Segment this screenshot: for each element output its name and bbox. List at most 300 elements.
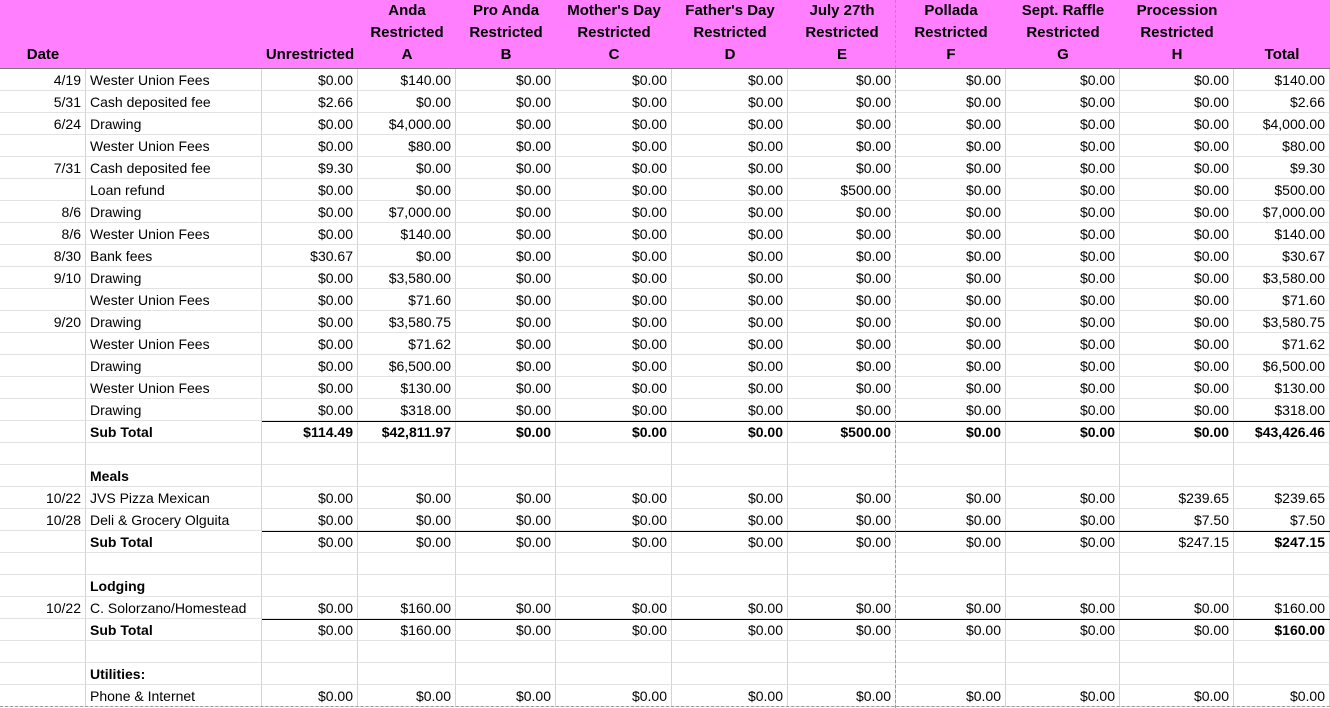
- amount-cell[interactable]: $0.00: [1120, 201, 1234, 223]
- amount-cell[interactable]: $0.00: [1006, 597, 1120, 619]
- amount-cell[interactable]: $0.00: [1006, 135, 1120, 157]
- date-cell[interactable]: [0, 421, 86, 443]
- amount-cell[interactable]: $0.00: [456, 223, 556, 245]
- amount-cell[interactable]: $160.00: [358, 619, 456, 641]
- amount-cell[interactable]: $0.00: [896, 201, 1006, 223]
- amount-cell[interactable]: $71.62: [358, 333, 456, 355]
- amount-cell[interactable]: $0.00: [788, 333, 896, 355]
- col-header-e[interactable]: [788, 2, 896, 66]
- amount-cell[interactable]: $0.00: [788, 289, 896, 311]
- amount-cell[interactable]: $0.00: [1006, 223, 1120, 245]
- amount-cell[interactable]: [672, 443, 788, 465]
- amount-cell[interactable]: $0.00: [456, 245, 556, 267]
- amount-cell[interactable]: $0.00: [788, 685, 896, 707]
- amount-cell[interactable]: $3,580.75: [358, 311, 456, 333]
- amount-cell[interactable]: $0.00: [556, 597, 672, 619]
- amount-cell[interactable]: $0.00: [456, 597, 556, 619]
- amount-cell[interactable]: $0.00: [262, 223, 358, 245]
- amount-cell[interactable]: $0.00: [456, 179, 556, 201]
- amount-cell[interactable]: $0.00: [262, 619, 358, 641]
- amount-cell[interactable]: [456, 465, 556, 487]
- amount-cell[interactable]: $0.00: [456, 157, 556, 179]
- amount-cell[interactable]: $500.00: [788, 421, 896, 443]
- amount-cell[interactable]: $0.00: [1120, 157, 1234, 179]
- amount-cell[interactable]: $0.00: [788, 619, 896, 641]
- amount-cell[interactable]: $0.00: [896, 135, 1006, 157]
- amount-cell[interactable]: $0.00: [556, 377, 672, 399]
- amount-cell[interactable]: $0.00: [1120, 223, 1234, 245]
- description-cell[interactable]: Wester Union Fees: [86, 69, 262, 91]
- amount-cell[interactable]: $0.00: [788, 531, 896, 553]
- date-cell[interactable]: [0, 333, 86, 355]
- amount-cell[interactable]: $0.00: [672, 377, 788, 399]
- amount-cell[interactable]: $130.00: [1234, 377, 1330, 399]
- amount-cell[interactable]: $0.00: [672, 223, 788, 245]
- date-cell[interactable]: [0, 179, 86, 201]
- amount-cell[interactable]: $0.00: [556, 157, 672, 179]
- amount-cell[interactable]: $160.00: [1234, 597, 1330, 619]
- amount-cell[interactable]: $0.00: [456, 355, 556, 377]
- amount-cell[interactable]: $0.00: [672, 289, 788, 311]
- amount-cell[interactable]: $0.00: [262, 377, 358, 399]
- amount-cell[interactable]: $42,811.97: [358, 421, 456, 443]
- amount-cell[interactable]: $0.00: [1006, 333, 1120, 355]
- amount-cell[interactable]: $30.67: [1234, 245, 1330, 267]
- amount-cell[interactable]: [556, 575, 672, 597]
- amount-cell[interactable]: $0.00: [672, 157, 788, 179]
- amount-cell[interactable]: $0.00: [788, 245, 896, 267]
- amount-cell[interactable]: $0.00: [1120, 113, 1234, 135]
- amount-cell[interactable]: [358, 443, 456, 465]
- amount-cell[interactable]: $0.00: [896, 267, 1006, 289]
- amount-cell[interactable]: $0.00: [1120, 619, 1234, 641]
- col-header-h[interactable]: [1120, 2, 1234, 66]
- amount-cell[interactable]: [1006, 663, 1120, 685]
- amount-cell[interactable]: $0.00: [1120, 597, 1234, 619]
- date-cell[interactable]: 6/24: [0, 113, 86, 135]
- date-cell[interactable]: [0, 575, 86, 597]
- amount-cell[interactable]: $0.00: [672, 135, 788, 157]
- date-cell[interactable]: [0, 377, 86, 399]
- amount-cell[interactable]: $0.00: [1234, 685, 1330, 707]
- col-header-b[interactable]: [456, 2, 556, 66]
- amount-cell[interactable]: $247.15: [1234, 531, 1330, 553]
- amount-cell[interactable]: [262, 641, 358, 663]
- amount-cell[interactable]: $0.00: [556, 245, 672, 267]
- amount-cell[interactable]: [788, 663, 896, 685]
- amount-cell[interactable]: $3,580.00: [1234, 267, 1330, 289]
- amount-cell[interactable]: $0.00: [1120, 135, 1234, 157]
- amount-cell[interactable]: [1006, 641, 1120, 663]
- description-cell[interactable]: [86, 443, 262, 465]
- amount-cell[interactable]: $0.00: [1120, 421, 1234, 443]
- amount-cell[interactable]: [1120, 663, 1234, 685]
- amount-cell[interactable]: $0.00: [788, 377, 896, 399]
- date-cell[interactable]: [0, 355, 86, 377]
- amount-cell[interactable]: [556, 663, 672, 685]
- amount-cell[interactable]: [1120, 641, 1234, 663]
- amount-cell[interactable]: $0.00: [896, 531, 1006, 553]
- amount-cell[interactable]: [456, 443, 556, 465]
- amount-cell[interactable]: $0.00: [672, 69, 788, 91]
- amount-cell[interactable]: [358, 465, 456, 487]
- amount-cell[interactable]: $0.00: [1120, 267, 1234, 289]
- amount-cell[interactable]: $114.49: [262, 421, 358, 443]
- date-cell[interactable]: [0, 443, 86, 465]
- amount-cell[interactable]: $0.00: [358, 685, 456, 707]
- amount-cell[interactable]: $0.00: [456, 201, 556, 223]
- amount-cell[interactable]: $71.60: [1234, 289, 1330, 311]
- description-cell[interactable]: Sub Total: [86, 619, 262, 641]
- amount-cell[interactable]: $0.00: [1006, 311, 1120, 333]
- amount-cell[interactable]: $160.00: [358, 597, 456, 619]
- amount-cell[interactable]: $0.00: [896, 179, 1006, 201]
- amount-cell[interactable]: $0.00: [672, 685, 788, 707]
- amount-cell[interactable]: $0.00: [1120, 399, 1234, 421]
- amount-cell[interactable]: $0.00: [788, 113, 896, 135]
- amount-cell[interactable]: $130.00: [358, 377, 456, 399]
- amount-cell[interactable]: $0.00: [1120, 685, 1234, 707]
- date-cell[interactable]: 9/20: [0, 311, 86, 333]
- amount-cell[interactable]: $0.00: [358, 245, 456, 267]
- amount-cell[interactable]: [672, 553, 788, 575]
- amount-cell[interactable]: $9.30: [262, 157, 358, 179]
- amount-cell[interactable]: $0.00: [1006, 355, 1120, 377]
- amount-cell[interactable]: $0.00: [262, 531, 358, 553]
- amount-cell[interactable]: $0.00: [1006, 531, 1120, 553]
- amount-cell[interactable]: [1120, 575, 1234, 597]
- amount-cell[interactable]: $0.00: [556, 487, 672, 509]
- amount-cell[interactable]: $0.00: [358, 531, 456, 553]
- amount-cell[interactable]: $80.00: [1234, 135, 1330, 157]
- amount-cell[interactable]: $0.00: [672, 91, 788, 113]
- amount-cell[interactable]: $0.00: [896, 289, 1006, 311]
- description-cell[interactable]: Wester Union Fees: [86, 377, 262, 399]
- amount-cell[interactable]: $0.00: [456, 619, 556, 641]
- amount-cell[interactable]: $500.00: [788, 179, 896, 201]
- col-header-date[interactable]: [0, 2, 86, 66]
- amount-cell[interactable]: $500.00: [1234, 179, 1330, 201]
- amount-cell[interactable]: $0.00: [262, 399, 358, 421]
- amount-cell[interactable]: $0.00: [456, 333, 556, 355]
- amount-cell[interactable]: $140.00: [1234, 69, 1330, 91]
- description-cell[interactable]: Sub Total: [86, 421, 262, 443]
- amount-cell[interactable]: $4,000.00: [1234, 113, 1330, 135]
- amount-cell[interactable]: $0.00: [262, 201, 358, 223]
- amount-cell[interactable]: $0.00: [1006, 487, 1120, 509]
- col-header-desc[interactable]: [86, 2, 262, 66]
- amount-cell[interactable]: $0.00: [456, 377, 556, 399]
- amount-cell[interactable]: $0.00: [896, 91, 1006, 113]
- amount-cell[interactable]: $0.00: [672, 597, 788, 619]
- amount-cell[interactable]: $247.15: [1120, 531, 1234, 553]
- amount-cell[interactable]: $0.00: [1006, 267, 1120, 289]
- amount-cell[interactable]: $43,426.46: [1234, 421, 1330, 443]
- amount-cell[interactable]: $0.00: [896, 245, 1006, 267]
- amount-cell[interactable]: $0.00: [1120, 245, 1234, 267]
- amount-cell[interactable]: $0.00: [896, 597, 1006, 619]
- amount-cell[interactable]: $6,500.00: [358, 355, 456, 377]
- amount-cell[interactable]: $0.00: [1006, 399, 1120, 421]
- amount-cell[interactable]: $0.00: [262, 685, 358, 707]
- description-cell[interactable]: C. Solorzano/Homestead: [86, 597, 262, 619]
- amount-cell[interactable]: $0.00: [788, 355, 896, 377]
- amount-cell[interactable]: $0.00: [556, 289, 672, 311]
- amount-cell[interactable]: $0.00: [788, 399, 896, 421]
- amount-cell[interactable]: [262, 553, 358, 575]
- date-cell[interactable]: [0, 685, 86, 707]
- amount-cell[interactable]: $0.00: [896, 355, 1006, 377]
- amount-cell[interactable]: $0.00: [672, 619, 788, 641]
- amount-cell[interactable]: $0.00: [672, 531, 788, 553]
- amount-cell[interactable]: $0.00: [672, 267, 788, 289]
- amount-cell[interactable]: $0.00: [672, 201, 788, 223]
- amount-cell[interactable]: $0.00: [358, 179, 456, 201]
- amount-cell[interactable]: $0.00: [262, 179, 358, 201]
- amount-cell[interactable]: [556, 641, 672, 663]
- date-cell[interactable]: 8/30: [0, 245, 86, 267]
- amount-cell[interactable]: $0.00: [1120, 69, 1234, 91]
- amount-cell[interactable]: $71.62: [1234, 333, 1330, 355]
- col-header-f[interactable]: [896, 2, 1006, 66]
- date-cell[interactable]: 10/28: [0, 509, 86, 531]
- amount-cell[interactable]: $7.50: [1234, 509, 1330, 531]
- date-cell[interactable]: [0, 531, 86, 553]
- amount-cell[interactable]: $0.00: [1120, 91, 1234, 113]
- amount-cell[interactable]: $0.00: [358, 91, 456, 113]
- amount-cell[interactable]: $0.00: [896, 487, 1006, 509]
- amount-cell[interactable]: $0.00: [456, 69, 556, 91]
- amount-cell[interactable]: $0.00: [788, 487, 896, 509]
- date-cell[interactable]: 10/22: [0, 487, 86, 509]
- amount-cell[interactable]: $0.00: [1120, 179, 1234, 201]
- amount-cell[interactable]: [896, 663, 1006, 685]
- description-cell[interactable]: Loan refund: [86, 179, 262, 201]
- amount-cell[interactable]: $0.00: [456, 91, 556, 113]
- amount-cell[interactable]: [672, 663, 788, 685]
- amount-cell[interactable]: $0.00: [672, 509, 788, 531]
- amount-cell[interactable]: $0.00: [262, 267, 358, 289]
- amount-cell[interactable]: $0.00: [456, 113, 556, 135]
- date-cell[interactable]: 5/31: [0, 91, 86, 113]
- date-cell[interactable]: [0, 399, 86, 421]
- amount-cell[interactable]: $0.00: [1006, 245, 1120, 267]
- amount-cell[interactable]: [556, 443, 672, 465]
- amount-cell[interactable]: [896, 465, 1006, 487]
- amount-cell[interactable]: [1006, 553, 1120, 575]
- amount-cell[interactable]: $0.00: [262, 509, 358, 531]
- amount-cell[interactable]: $0.00: [788, 201, 896, 223]
- amount-cell[interactable]: $6,500.00: [1234, 355, 1330, 377]
- description-cell[interactable]: Drawing: [86, 201, 262, 223]
- amount-cell[interactable]: [456, 553, 556, 575]
- amount-cell[interactable]: [358, 663, 456, 685]
- col-header-g[interactable]: [1006, 2, 1120, 66]
- description-cell[interactable]: Cash deposited fee: [86, 157, 262, 179]
- description-cell[interactable]: Wester Union Fees: [86, 333, 262, 355]
- col-header-unrestricted[interactable]: [262, 2, 358, 66]
- amount-cell[interactable]: $4,000.00: [358, 113, 456, 135]
- amount-cell[interactable]: $0.00: [1006, 509, 1120, 531]
- amount-cell[interactable]: $318.00: [358, 399, 456, 421]
- amount-cell[interactable]: [1234, 443, 1330, 465]
- amount-cell[interactable]: $0.00: [1120, 333, 1234, 355]
- amount-cell[interactable]: $0.00: [1006, 289, 1120, 311]
- amount-cell[interactable]: $0.00: [896, 69, 1006, 91]
- amount-cell[interactable]: $0.00: [556, 135, 672, 157]
- amount-cell[interactable]: $0.00: [896, 377, 1006, 399]
- amount-cell[interactable]: [358, 641, 456, 663]
- amount-cell[interactable]: $0.00: [1006, 377, 1120, 399]
- amount-cell[interactable]: [896, 575, 1006, 597]
- amount-cell[interactable]: [788, 465, 896, 487]
- amount-cell[interactable]: $3,580.75: [1234, 311, 1330, 333]
- date-cell[interactable]: 9/10: [0, 267, 86, 289]
- amount-cell[interactable]: $0.00: [358, 157, 456, 179]
- amount-cell[interactable]: [1120, 443, 1234, 465]
- amount-cell[interactable]: $160.00: [1234, 619, 1330, 641]
- description-cell[interactable]: Wester Union Fees: [86, 289, 262, 311]
- amount-cell[interactable]: $0.00: [556, 311, 672, 333]
- amount-cell[interactable]: $0.00: [556, 69, 672, 91]
- amount-cell[interactable]: [1006, 443, 1120, 465]
- amount-cell[interactable]: $0.00: [262, 311, 358, 333]
- amount-cell[interactable]: $0.00: [556, 421, 672, 443]
- amount-cell[interactable]: [672, 575, 788, 597]
- amount-cell[interactable]: [1120, 465, 1234, 487]
- description-cell[interactable]: [86, 641, 262, 663]
- amount-cell[interactable]: $0.00: [456, 267, 556, 289]
- date-cell[interactable]: 8/6: [0, 223, 86, 245]
- amount-cell[interactable]: $7.50: [1120, 509, 1234, 531]
- amount-cell[interactable]: [556, 465, 672, 487]
- amount-cell[interactable]: $0.00: [556, 267, 672, 289]
- description-cell[interactable]: Drawing: [86, 267, 262, 289]
- description-cell[interactable]: Cash deposited fee: [86, 91, 262, 113]
- amount-cell[interactable]: $0.00: [896, 685, 1006, 707]
- amount-cell[interactable]: $0.00: [456, 311, 556, 333]
- amount-cell[interactable]: $0.00: [788, 135, 896, 157]
- col-header-d[interactable]: [672, 2, 788, 66]
- amount-cell[interactable]: $0.00: [456, 399, 556, 421]
- description-cell[interactable]: Utilities:: [86, 663, 262, 685]
- date-cell[interactable]: [0, 465, 86, 487]
- amount-cell[interactable]: $0.00: [896, 223, 1006, 245]
- amount-cell[interactable]: $2.66: [262, 91, 358, 113]
- amount-cell[interactable]: $0.00: [456, 421, 556, 443]
- description-cell[interactable]: Lodging: [86, 575, 262, 597]
- col-header-a[interactable]: [358, 2, 456, 66]
- description-cell[interactable]: [86, 553, 262, 575]
- amount-cell[interactable]: [788, 443, 896, 465]
- amount-cell[interactable]: $0.00: [896, 399, 1006, 421]
- amount-cell[interactable]: $0.00: [896, 421, 1006, 443]
- amount-cell[interactable]: [456, 663, 556, 685]
- amount-cell[interactable]: $0.00: [672, 421, 788, 443]
- amount-cell[interactable]: $0.00: [556, 619, 672, 641]
- description-cell[interactable]: Drawing: [86, 113, 262, 135]
- amount-cell[interactable]: $0.00: [556, 91, 672, 113]
- date-cell[interactable]: 7/31: [0, 157, 86, 179]
- amount-cell[interactable]: $0.00: [556, 531, 672, 553]
- amount-cell[interactable]: $0.00: [672, 333, 788, 355]
- amount-cell[interactable]: $0.00: [556, 399, 672, 421]
- amount-cell[interactable]: [456, 641, 556, 663]
- amount-cell[interactable]: $0.00: [556, 333, 672, 355]
- amount-cell[interactable]: $80.00: [358, 135, 456, 157]
- amount-cell[interactable]: $0.00: [1006, 201, 1120, 223]
- amount-cell[interactable]: $0.00: [556, 685, 672, 707]
- amount-cell[interactable]: [262, 663, 358, 685]
- amount-cell[interactable]: $0.00: [1006, 69, 1120, 91]
- amount-cell[interactable]: $0.00: [788, 91, 896, 113]
- date-cell[interactable]: [0, 619, 86, 641]
- amount-cell[interactable]: $7,000.00: [358, 201, 456, 223]
- amount-cell[interactable]: $0.00: [672, 487, 788, 509]
- date-cell[interactable]: [0, 553, 86, 575]
- amount-cell[interactable]: $0.00: [1006, 91, 1120, 113]
- amount-cell[interactable]: $0.00: [1006, 113, 1120, 135]
- amount-cell[interactable]: [262, 443, 358, 465]
- amount-cell[interactable]: $0.00: [556, 223, 672, 245]
- description-cell[interactable]: Drawing: [86, 311, 262, 333]
- amount-cell[interactable]: $0.00: [262, 69, 358, 91]
- amount-cell[interactable]: $0.00: [262, 113, 358, 135]
- amount-cell[interactable]: [788, 575, 896, 597]
- amount-cell[interactable]: $0.00: [556, 113, 672, 135]
- amount-cell[interactable]: $0.00: [896, 311, 1006, 333]
- amount-cell[interactable]: $0.00: [788, 69, 896, 91]
- amount-cell[interactable]: [1234, 641, 1330, 663]
- amount-cell[interactable]: $0.00: [1120, 289, 1234, 311]
- amount-cell[interactable]: [556, 553, 672, 575]
- amount-cell[interactable]: $0.00: [1006, 619, 1120, 641]
- description-cell[interactable]: Drawing: [86, 355, 262, 377]
- amount-cell[interactable]: $140.00: [358, 69, 456, 91]
- amount-cell[interactable]: $7,000.00: [1234, 201, 1330, 223]
- amount-cell[interactable]: $0.00: [896, 157, 1006, 179]
- amount-cell[interactable]: [896, 553, 1006, 575]
- amount-cell[interactable]: $239.65: [1234, 487, 1330, 509]
- amount-cell[interactable]: $0.00: [456, 289, 556, 311]
- amount-cell[interactable]: [1234, 575, 1330, 597]
- amount-cell[interactable]: [788, 641, 896, 663]
- amount-cell[interactable]: [1234, 465, 1330, 487]
- amount-cell[interactable]: [262, 575, 358, 597]
- description-cell[interactable]: Sub Total: [86, 531, 262, 553]
- amount-cell[interactable]: $0.00: [1006, 157, 1120, 179]
- amount-cell[interactable]: $0.00: [262, 487, 358, 509]
- col-header-total[interactable]: [1234, 2, 1330, 66]
- description-cell[interactable]: Wester Union Fees: [86, 135, 262, 157]
- amount-cell[interactable]: $140.00: [358, 223, 456, 245]
- description-cell[interactable]: Phone & Internet: [86, 685, 262, 707]
- amount-cell[interactable]: [672, 465, 788, 487]
- date-cell[interactable]: 4/19: [0, 69, 86, 91]
- amount-cell[interactable]: [358, 553, 456, 575]
- amount-cell[interactable]: $3,580.00: [358, 267, 456, 289]
- amount-cell[interactable]: $0.00: [456, 509, 556, 531]
- amount-cell[interactable]: $0.00: [672, 355, 788, 377]
- amount-cell[interactable]: $0.00: [672, 311, 788, 333]
- amount-cell[interactable]: $318.00: [1234, 399, 1330, 421]
- amount-cell[interactable]: $0.00: [556, 179, 672, 201]
- amount-cell[interactable]: $0.00: [358, 509, 456, 531]
- amount-cell[interactable]: $0.00: [456, 531, 556, 553]
- amount-cell[interactable]: $239.65: [1120, 487, 1234, 509]
- date-cell[interactable]: [0, 663, 86, 685]
- amount-cell[interactable]: $0.00: [788, 223, 896, 245]
